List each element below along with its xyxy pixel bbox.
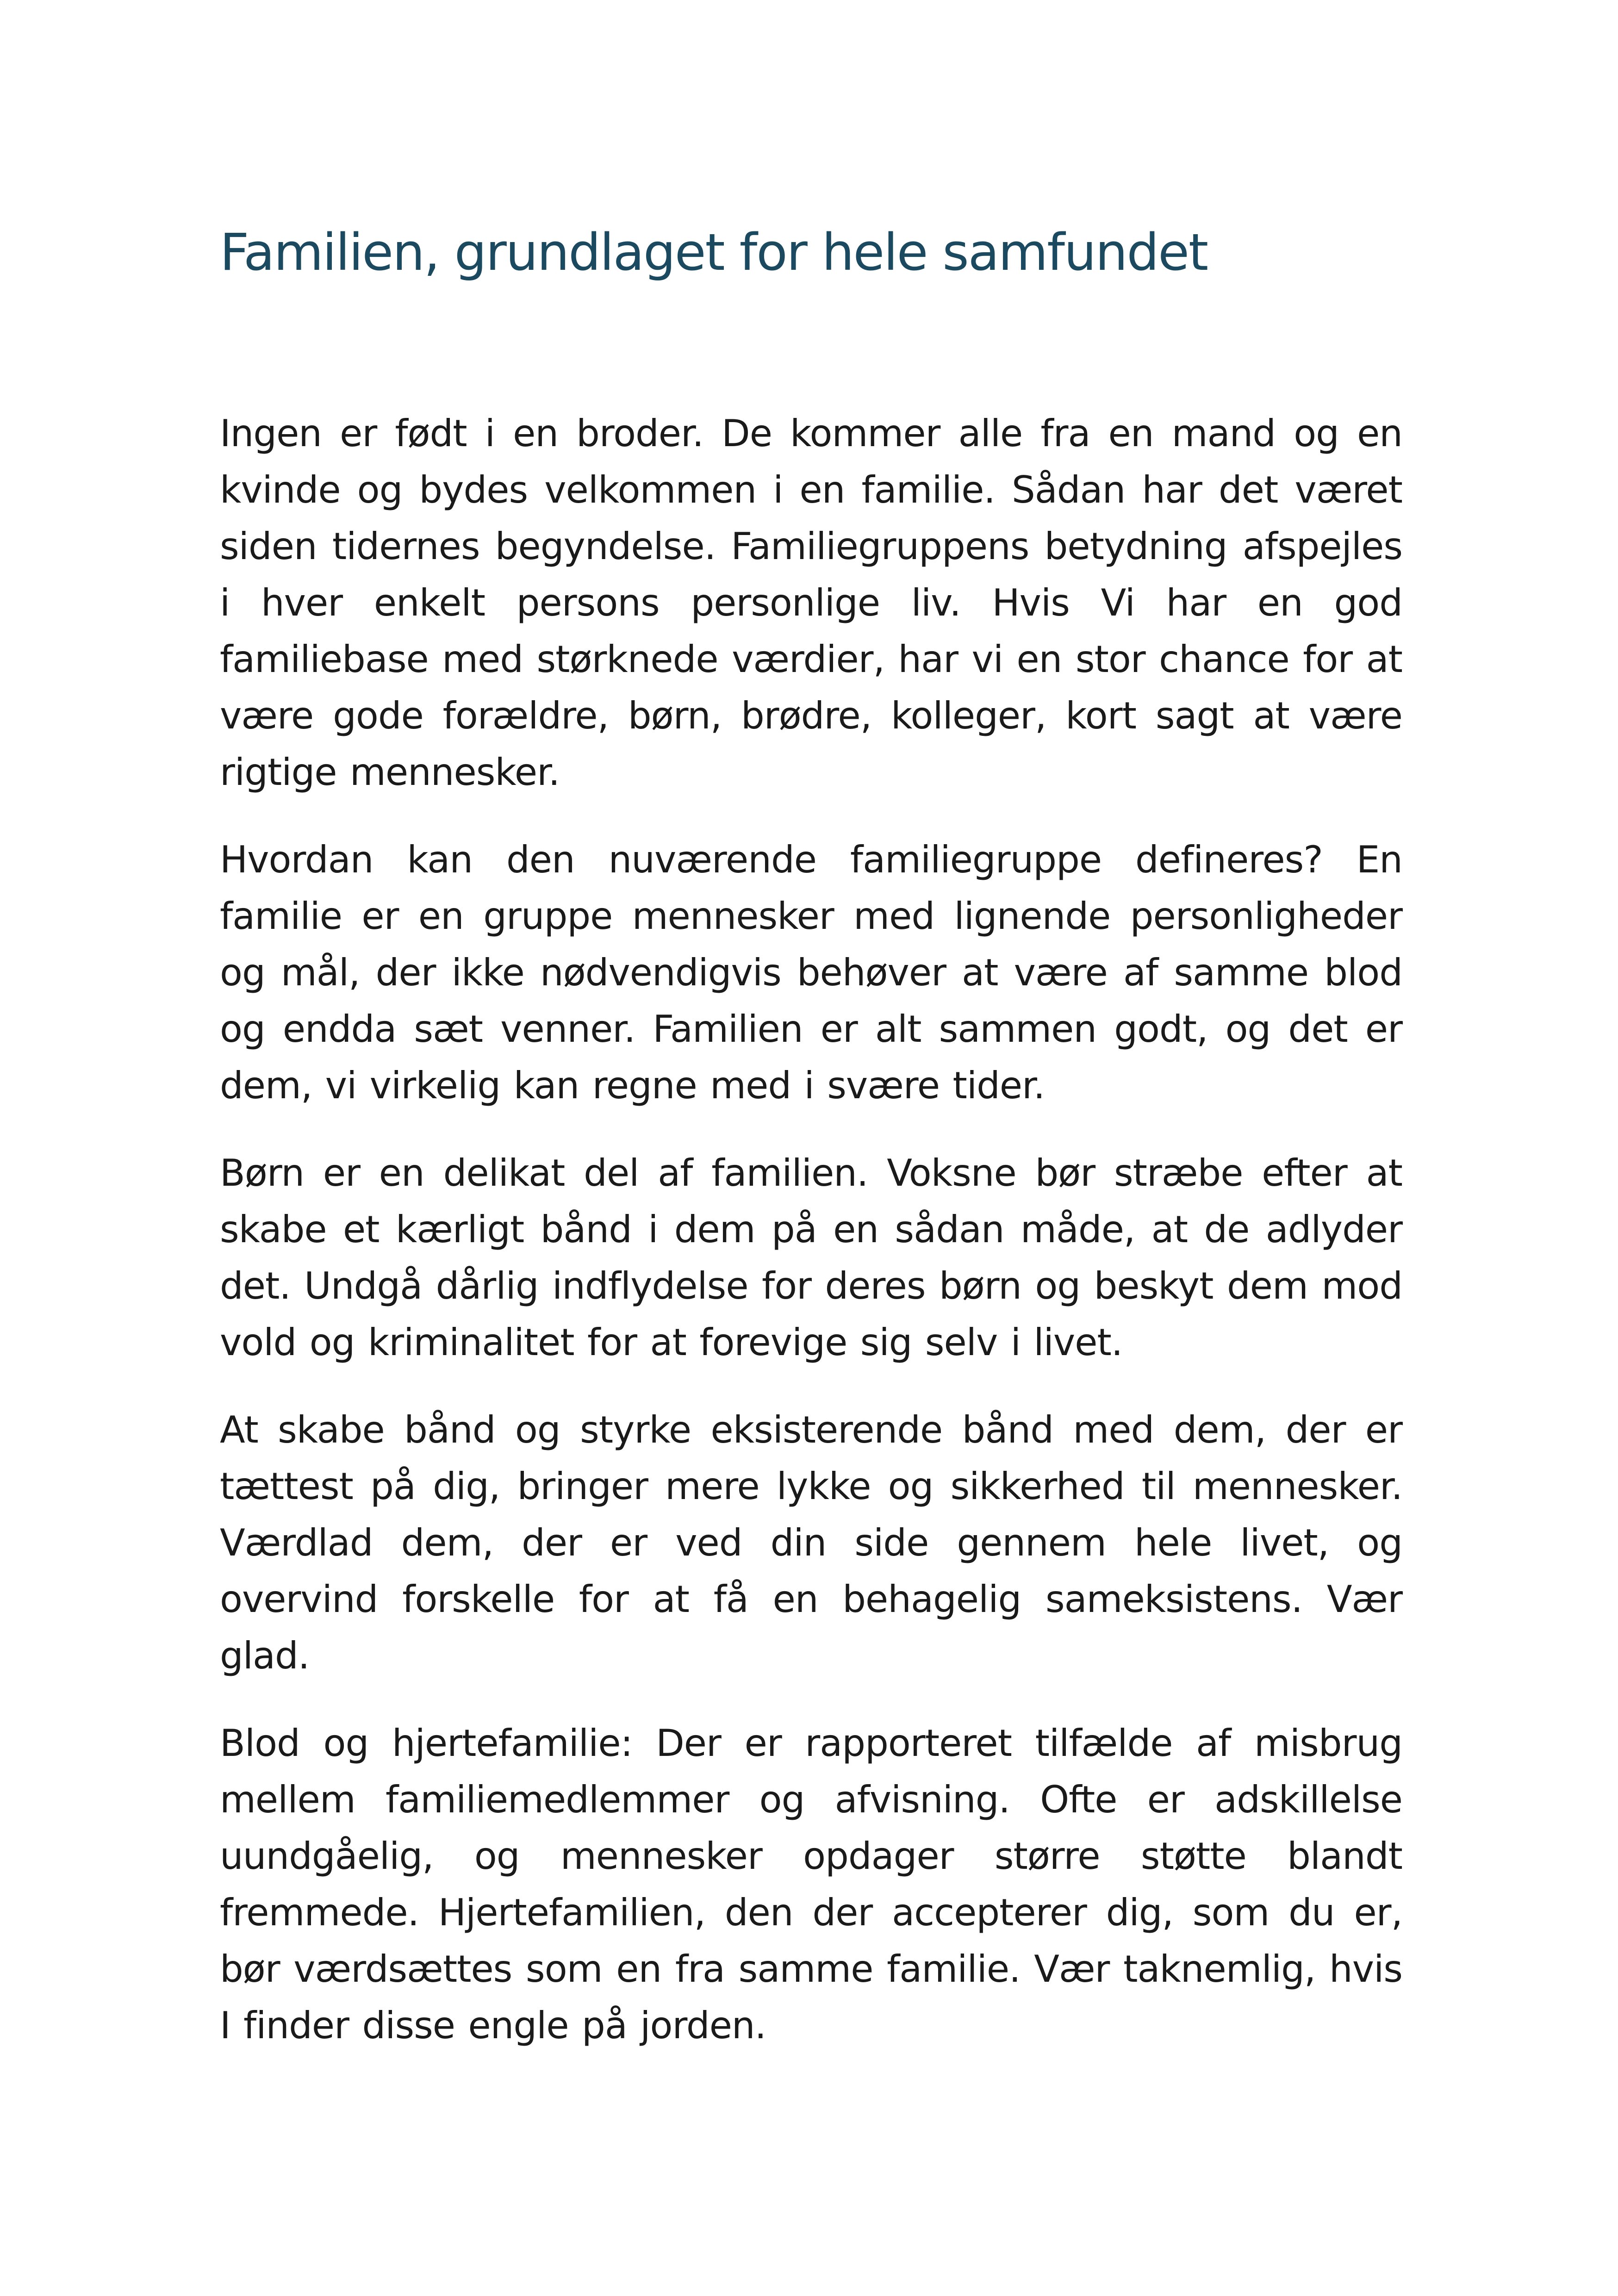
paragraph-2: Hvordan kan den nuværende familiegruppe defineres? En familie er en gruppe mennesker med lignende personligheder og mål, der ikke nødvendigvis behøver at være af samme blod og endda sæt venner. Familien er alt sammen godt, og det er dem, vi virkelig kan regne med i svære tider. [220, 838, 1402, 1107]
paragraph-1: Ingen er født i en broder. De kommer alle fra en mand og en kvinde og bydes velkommen i en familie. Sådan har det været siden tidernes begyndelse. Familiegruppens betydning afspejles i hver enkelt persons personlige liv. Hvis Vi har en god familiebase med størknede værdier, har vi en stor chance for at være gode forældre, børn, brødre, kolleger, kort sagt at være rigtige mennesker. [220, 412, 1402, 794]
paragraph-4: At skabe bånd og styrke eksisterende bånd med dem, der er tættest på dig, bringer mere lykke og sikkerhed til mennesker. Værdlad dem, der er ved din side gennem hele livet, og overvind forskelle for at få en behagelig sameksistens. Vær glad. [220, 1408, 1402, 1677]
document-title: Familien, grundlaget for hele samfundet [220, 223, 1208, 282]
paragraph-3: Børn er en delikat del af familien. Voksne bør stræbe efter at skabe et kærligt bånd i dem på en sådan måde, at de adlyder det. Undgå dårlig indflydelse for deres børn og beskyt dem mod vold og kriminalitet for at forevige sig selv i livet. [220, 1151, 1402, 1364]
paragraph-5: Blod og hjertefamilie: Der er rapporteret tilfælde af misbrug mellem familiemedlemmer og afvisning. Ofte er adskillelse uundgåelig, og mennesker opdager større støtte blandt fremmede. Hjertefamilien, den der accepterer dig, som du er, bør værdsættes som en fra samme familie. Vær taknemlig, hvis I finder disse engle på jorden. [220, 1722, 1402, 2047]
document-body [220, 405, 1402, 2085]
